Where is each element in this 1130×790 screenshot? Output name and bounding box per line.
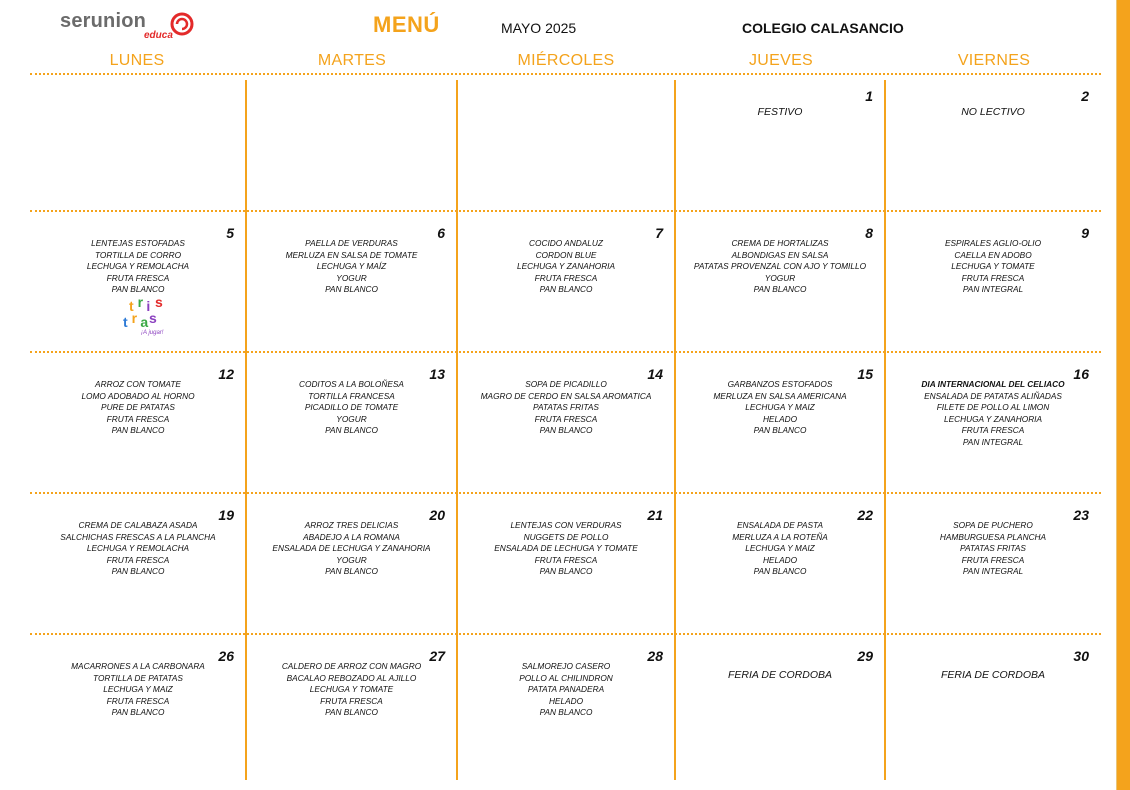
menu-item: YOGUR bbox=[336, 272, 367, 283]
menu-item: PATATAS FRITAS bbox=[960, 543, 1026, 553]
day-number: 21 bbox=[647, 507, 663, 523]
menu-item: YOGUR bbox=[336, 554, 367, 565]
menu-items bbox=[246, 520, 457, 578]
menu-item: PATATAS PROVENZAL CON AJO Y TOMILLO bbox=[693, 261, 867, 271]
menu-items bbox=[246, 238, 457, 296]
menu-item: YOGUR bbox=[764, 272, 796, 283]
weekday-header-lunes: LUNES bbox=[109, 52, 165, 69]
menu-item: TORTILLA FRANCESA bbox=[308, 390, 395, 401]
menu-item: TORTILLA DE CORRO bbox=[94, 249, 182, 260]
day-cell bbox=[246, 352, 457, 493]
menu-item: PAN BLANCO bbox=[539, 284, 593, 294]
day-cell bbox=[675, 634, 885, 780]
menu-items bbox=[246, 661, 457, 719]
menu-item: MERLUZA EN SALSA DE TOMATE bbox=[285, 249, 418, 260]
menu-item: PAN INTEGRAL bbox=[962, 566, 1024, 576]
month-label: MAYO 2025 bbox=[501, 20, 577, 36]
menu-item: HELADO bbox=[762, 554, 798, 565]
menu-item: CALDERO DE ARROZ CON MAGRO bbox=[281, 661, 422, 671]
day-cell bbox=[885, 493, 1101, 634]
menu-item: FILETE DE POLLO AL LIMON bbox=[936, 402, 1050, 412]
menu-item: HAMBURGUESA PLANCHA bbox=[939, 531, 1047, 542]
menu-item: PAN BLANCO bbox=[111, 707, 165, 717]
day-cell bbox=[30, 634, 246, 780]
day-cell bbox=[30, 74, 246, 211]
menu-item: PAN BLANCO bbox=[539, 707, 593, 717]
menu-item: ESPIRALES AGLIO-OLIO bbox=[944, 238, 1042, 248]
menu-item: PAN BLANCO bbox=[539, 566, 593, 576]
menu-items bbox=[246, 379, 457, 437]
menu-item: PAN BLANCO bbox=[111, 566, 165, 576]
day-number: 26 bbox=[218, 648, 234, 664]
page-right-border bbox=[1117, 0, 1130, 790]
menu-item: CORDON BLUE bbox=[535, 249, 597, 260]
day-number: 14 bbox=[647, 366, 663, 382]
day-number: 8 bbox=[865, 225, 873, 241]
menu-item: FERIA DE CORDOBA bbox=[940, 669, 1046, 681]
day-cell bbox=[457, 74, 675, 211]
menu-item: DIA INTERNACIONAL DEL CELIACO bbox=[921, 379, 1065, 389]
day-number: 19 bbox=[218, 507, 234, 523]
menu-item: FRUTA FRESCA bbox=[106, 413, 170, 424]
day-number: 13 bbox=[429, 366, 445, 382]
day-cell bbox=[30, 352, 246, 493]
menu-items bbox=[675, 238, 885, 296]
menu-item: FESTIVO bbox=[757, 106, 803, 118]
menu-item: BACALAO REBOZADO AL AJILLO bbox=[286, 672, 417, 683]
page-right-inner-line bbox=[1116, 0, 1117, 790]
menu-item: HELADO bbox=[548, 695, 584, 706]
day-cell bbox=[675, 211, 885, 352]
day-cell bbox=[885, 211, 1101, 352]
day-cell bbox=[885, 634, 1101, 780]
menu-item: FRUTA FRESCA bbox=[961, 425, 1025, 435]
menu-item: YOGUR bbox=[336, 413, 367, 424]
menu-item: LECHUGA Y MAIZ bbox=[745, 543, 815, 553]
day-cell bbox=[246, 211, 457, 352]
menu-item: PAN BLANCO bbox=[753, 284, 807, 294]
menu-item: HELADO bbox=[762, 413, 798, 424]
menu-item: CREMA DE HORTALIZAS bbox=[731, 238, 829, 248]
day-cell bbox=[246, 74, 457, 211]
menu-item: ENSALADA DE PATATAS ALIÑADAS bbox=[924, 390, 1062, 401]
day-number: 16 bbox=[1073, 366, 1089, 382]
logo-text: serunion bbox=[60, 10, 147, 32]
menu-item: LENTEJAS CON VERDURAS bbox=[510, 520, 622, 530]
menu-item: MACARRONES A LA CARBONARA bbox=[71, 661, 205, 671]
day-cell bbox=[30, 493, 246, 634]
menu-item: PAN BLANCO bbox=[111, 284, 165, 294]
menu-item: PATATAS FRITAS bbox=[533, 402, 599, 412]
menu-item: FRUTA FRESCA bbox=[534, 413, 598, 424]
menu-item: ARROZ TRES DELICIAS bbox=[304, 520, 399, 530]
serunion-swirl-icon bbox=[170, 12, 194, 36]
menu-item: COCIDO ANDALUZ bbox=[529, 238, 603, 248]
menu-item: PAELLA DE VERDURAS bbox=[305, 238, 398, 248]
menu-items bbox=[885, 238, 1101, 296]
school-name: COLEGIO CALASANCIO bbox=[742, 20, 904, 36]
tristras-letter: s bbox=[155, 294, 163, 310]
tristras-letter: t bbox=[129, 298, 134, 314]
menu-item: POLLO AL CHILINDRON bbox=[519, 672, 613, 683]
menu-item: ENSALADA DE PASTA bbox=[736, 520, 824, 530]
day-cell bbox=[457, 634, 675, 780]
menu-items bbox=[30, 661, 246, 719]
day-cell bbox=[30, 211, 246, 352]
menu-item: NUGGETS DE POLLO bbox=[523, 531, 609, 542]
day-cell bbox=[885, 352, 1101, 493]
menu-items bbox=[885, 669, 1101, 682]
menu-item: FRUTA FRESCA bbox=[106, 272, 170, 283]
menu-item: SOPA DE PICADILLO bbox=[525, 379, 607, 389]
menu-items bbox=[675, 669, 885, 682]
menu-item: FRUTA FRESCA bbox=[961, 272, 1025, 283]
menu-items bbox=[675, 379, 885, 437]
weekday-header-viernes: VIERNES bbox=[957, 52, 1031, 69]
menu-items bbox=[885, 106, 1101, 119]
menu-item: PAN BLANCO bbox=[325, 566, 378, 576]
menu-item: LECHUGA Y REMOLACHA bbox=[86, 543, 190, 553]
day-number: 12 bbox=[218, 366, 234, 382]
day-cell bbox=[457, 352, 675, 493]
menu-items bbox=[30, 520, 246, 578]
menu-item: CREMA DE CALABAZA ASADA bbox=[78, 520, 198, 530]
tristras-logo bbox=[117, 293, 167, 337]
day-number: 1 bbox=[865, 88, 873, 104]
day-number: 2 bbox=[1081, 88, 1089, 104]
menu-items bbox=[457, 379, 675, 437]
menu-item: FRUTA FRESCA bbox=[320, 695, 383, 706]
menu-item: LECHUGA Y REMOLACHA bbox=[86, 261, 190, 271]
menu-item: MAGRO DE CERDO EN SALSA AROMATICA bbox=[480, 390, 652, 401]
menu-items bbox=[675, 106, 885, 119]
menu-item: PAN INTEGRAL bbox=[962, 284, 1024, 294]
menu-item: FRUTA FRESCA bbox=[961, 554, 1025, 565]
menu-item: ARROZ CON TOMATE bbox=[95, 379, 181, 389]
weekday-header-miércoles: MIÉRCOLES bbox=[517, 52, 615, 69]
menu-items bbox=[457, 661, 675, 719]
menu-item: PICADILLO DE TOMATE bbox=[304, 402, 399, 412]
weekday-header-martes: MARTES bbox=[317, 52, 387, 69]
day-cell bbox=[246, 493, 457, 634]
day-number: 15 bbox=[857, 366, 873, 382]
tristras-letter: t bbox=[123, 314, 128, 330]
menu-item: CODITOS A LA BOLOÑESA bbox=[299, 379, 404, 389]
tristras-letter: r bbox=[137, 294, 144, 310]
menu-items bbox=[675, 520, 885, 578]
menu-item: CAELLA EN ADOBO bbox=[954, 249, 1032, 260]
day-number: 7 bbox=[655, 225, 663, 241]
menu-item: SALCHICHAS FRESCAS A LA PLANCHA bbox=[60, 531, 216, 542]
day-cell bbox=[457, 211, 675, 352]
menu-item: PAN INTEGRAL bbox=[962, 436, 1024, 447]
menu-item: PURE DE PATATAS bbox=[101, 402, 175, 412]
menu-item: TORTILLA DE PATATAS bbox=[93, 672, 183, 683]
menu-item: LOMO ADOBADO AL HORNO bbox=[81, 390, 195, 401]
menu-item: ENSALADA DE LECHUGA Y TOMATE bbox=[494, 543, 638, 553]
menu-item: PAN BLANCO bbox=[753, 566, 807, 576]
menu-item: LECHUGA Y TOMATE bbox=[951, 261, 1035, 271]
menu-item: NO LECTIVO bbox=[961, 106, 1025, 118]
menu-item: ENSALADA DE LECHUGA Y ZANAHORIA bbox=[272, 543, 431, 553]
day-cell bbox=[457, 493, 675, 634]
tristras-tagline: ¡A jugar! bbox=[141, 330, 164, 336]
page-title: MENÚ bbox=[373, 12, 440, 37]
day-cell bbox=[885, 74, 1101, 211]
tristras-letter: a bbox=[140, 314, 149, 330]
day-number: 28 bbox=[647, 648, 663, 664]
day-number: 20 bbox=[429, 507, 445, 523]
menu-item: GARBANZOS ESTOFADOS bbox=[727, 379, 833, 389]
day-number: 5 bbox=[226, 225, 234, 241]
day-cell bbox=[246, 634, 457, 780]
day-number: 23 bbox=[1073, 507, 1089, 523]
menu-items bbox=[30, 238, 246, 296]
day-cell bbox=[675, 74, 885, 211]
menu-item: PAN BLANCO bbox=[325, 284, 378, 294]
day-number: 6 bbox=[437, 225, 445, 241]
day-number: 30 bbox=[1073, 648, 1089, 664]
menu-item: MERLUZA EN SALSA AMERICANA bbox=[713, 390, 847, 401]
day-number: 27 bbox=[429, 648, 445, 664]
menu-item: PAN BLANCO bbox=[753, 425, 807, 435]
menu-item: PAN BLANCO bbox=[539, 425, 593, 435]
menu-item: SOPA DE PUCHERO bbox=[953, 520, 1033, 530]
menu-items bbox=[457, 520, 675, 578]
day-number: 29 bbox=[857, 648, 873, 664]
tristras-letter: s bbox=[149, 310, 157, 326]
menu-item: FRUTA FRESCA bbox=[534, 272, 598, 283]
menu-items bbox=[885, 379, 1101, 448]
menu-item: PAN BLANCO bbox=[325, 425, 378, 435]
menu-item: LECHUGA Y MAIZ bbox=[745, 402, 815, 412]
menu-items bbox=[30, 379, 246, 437]
menu-item: LECHUGA Y TOMATE bbox=[309, 684, 394, 694]
menu-item: LECHUGA Y ZANAHORIA bbox=[516, 261, 616, 271]
menu-item: PATATA PANADERA bbox=[527, 684, 605, 694]
day-number: 9 bbox=[1081, 225, 1089, 241]
menu-item: LENTEJAS ESTOFADAS bbox=[91, 238, 185, 248]
menu-item: FERIA DE CORDOBA bbox=[727, 669, 833, 681]
menu-item: FRUTA FRESCA bbox=[534, 554, 598, 565]
tristras-letter: r bbox=[131, 310, 138, 326]
menu-item: ALBONDIGAS EN SALSA bbox=[731, 249, 829, 260]
weekday-header-jueves: JUEVES bbox=[748, 52, 814, 69]
menu-items bbox=[457, 238, 675, 296]
day-cell bbox=[675, 493, 885, 634]
menu-items bbox=[885, 520, 1101, 578]
menu-item: LECHUGA Y MAIZ bbox=[103, 684, 173, 694]
menu-item: FRUTA FRESCA bbox=[106, 695, 170, 706]
menu-item: SALMOREJO CASERO bbox=[521, 661, 611, 671]
menu-item: LECHUGA Y MAÍZ bbox=[316, 261, 387, 271]
day-cell bbox=[675, 352, 885, 493]
menu-item: LECHUGA Y ZANAHORIA bbox=[943, 413, 1043, 424]
menu-item: PAN BLANCO bbox=[111, 425, 165, 435]
menu-item: FRUTA FRESCA bbox=[106, 554, 170, 565]
menu-item: ABADEJO A LA ROMANA bbox=[303, 531, 400, 542]
serunion-logo bbox=[60, 8, 200, 42]
menu-item: MERLUZA A LA ROTEÑA bbox=[732, 531, 828, 542]
tristras-letter: i bbox=[146, 298, 151, 314]
menu-item: PAN BLANCO bbox=[325, 707, 378, 717]
logo-subtext: educa bbox=[144, 30, 173, 41]
day-number: 22 bbox=[857, 507, 873, 523]
